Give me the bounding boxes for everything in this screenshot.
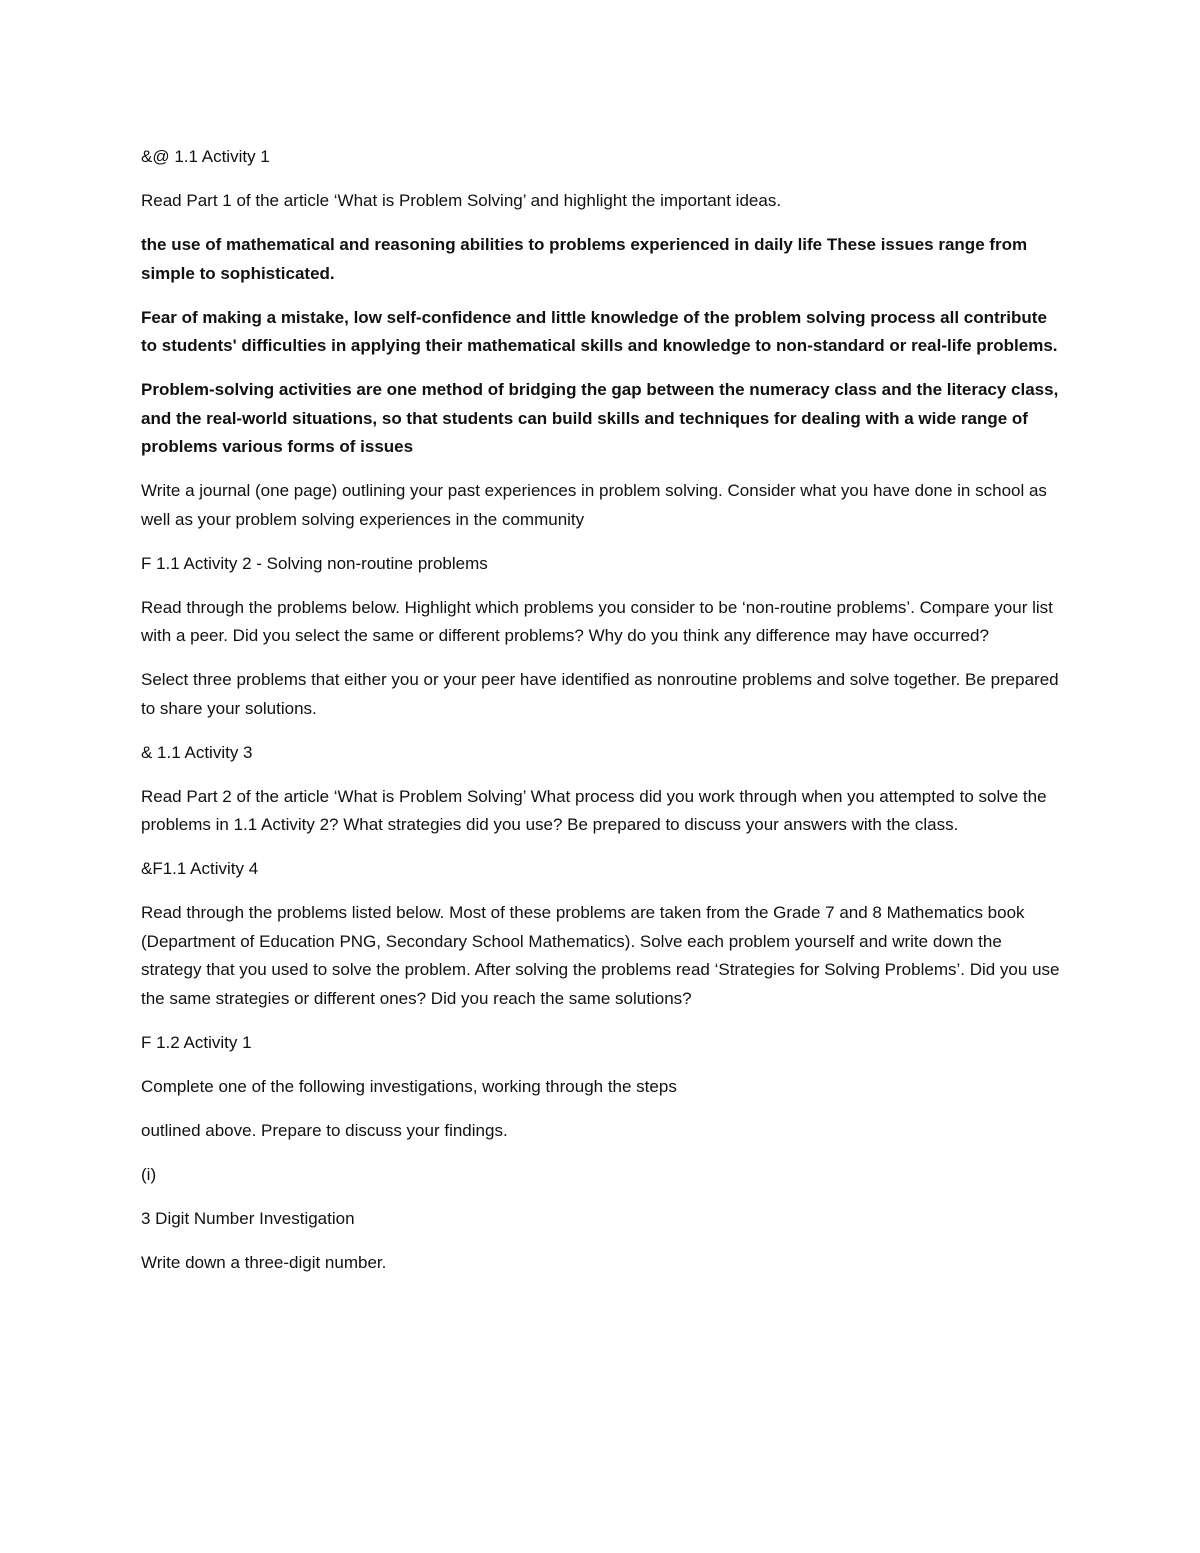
instruction-read-problems-listed: Read through the problems listed below. Most of these problems are taken from the Grade 7 and 8 Mathematics book (Department of Education PNG, Secondary School Mathematics). Solve each problem yourself and write down the strategy that you used to solve the problem. After solving the problems read ‘Strategies for Solving Problems’. Did you use the same strategies or different ones? Did you reach the same solutions? — [141, 903, 1060, 1008]
instruction-select-three: Select three problems that either you or your peer have identified as nonroutine problems and solve together. Be prepared to share your solutions. — [141, 670, 1059, 718]
answer-paragraph-3: Problem-solving activities are one method of bridging the gap between the numeracy class and the literacy class, and the real-world situations, so that students can build skills and techniques for dealing with a wide range of problems various forms of issues — [141, 380, 1059, 456]
activity-heading-1-2-1: F 1.2 Activity 1 — [141, 1032, 252, 1052]
instruction-read-part-1: Read Part 1 of the article ‘What is Problem Solving’ and highlight the important ideas. — [141, 191, 782, 210]
instruction-write-three-digit: Write down a three-digit number. — [141, 1252, 387, 1272]
instruction-complete-investigation: Complete one of the following investigations, working through the steps — [141, 1076, 677, 1096]
answer-paragraph-1: the use of mathematical and reasoning abilities to problems experienced in daily life These issues range from simple to sophisticated. — [141, 235, 1028, 283]
instruction-read-part-2: Read Part 2 of the article ‘What is Problem Solving’ What process did you work through when you attempted to solve the problems in 1.1 Activity 2? What strategies did you use? Be prepared to discuss your answers with the class. — [141, 786, 1047, 834]
document-body — [141, 143, 1061, 1293]
activity-heading-1-1-3: & 1.1 Activity 3 — [141, 742, 253, 762]
answer-paragraph-2: Fear of making a mistake, low self-confidence and little knowledge of the problem solving process all contribute to students' difficulties in applying their mathematical skills and knowledge to non-standard or real-life problems. — [141, 307, 1058, 355]
investigation-title: 3 Digit Number Investigation — [141, 1208, 355, 1228]
instruction-write-journal: Write a journal (one page) outlining your past experiences in problem solving. Consider what you have done in school as well as your problem solving experiences in the community — [141, 481, 1047, 529]
list-marker-i: (i) — [141, 1164, 157, 1184]
instruction-outlined-above: outlined above. Prepare to discuss your findings. — [141, 1120, 508, 1140]
activity-heading-1-1-2: F 1.1 Activity 2 - Solving non-routine problems — [141, 553, 488, 573]
activity-heading-1-1-4: &F1.1 Activity 4 — [141, 859, 259, 878]
activity-heading-1-1-1: &@ 1.1 Activity 1 — [141, 147, 270, 166]
instruction-read-problems: Read through the problems below. Highlight which problems you consider to be ‘non-routine problems’. Compare your list with a peer. Did you select the same or different problems? Why do you think any difference may have occurred? — [141, 597, 1053, 645]
